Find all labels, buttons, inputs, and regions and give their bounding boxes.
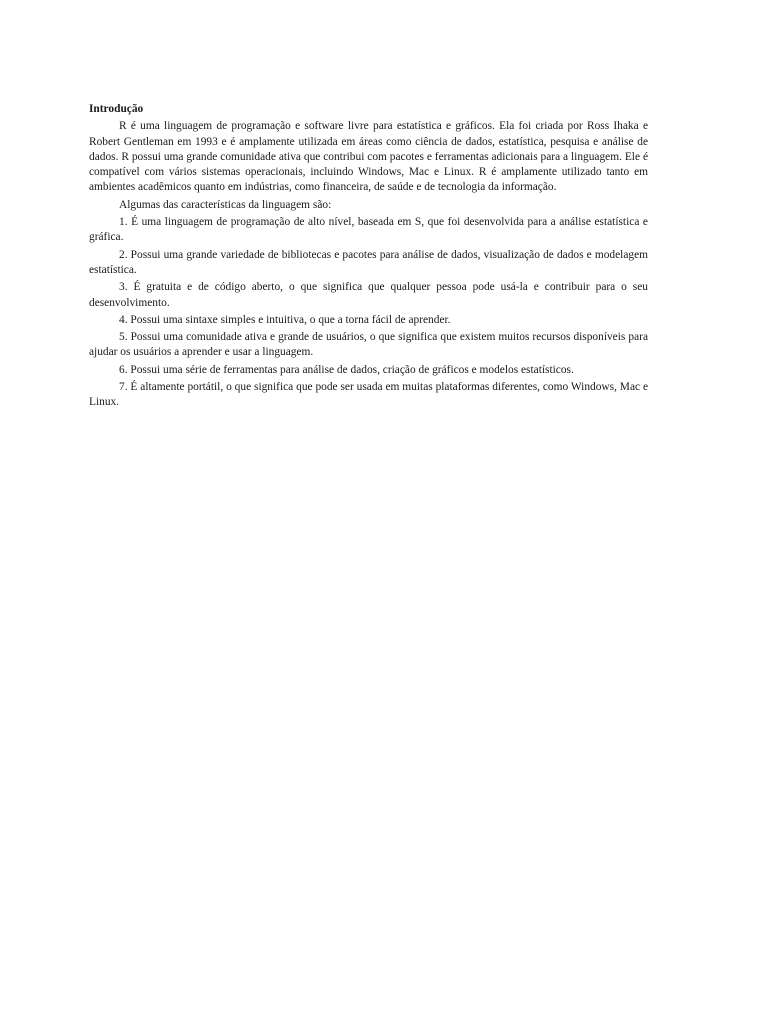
- feature-item-4: 4. Possui uma sintaxe simples e intuitiva, o que a torna fácil de aprender.: [119, 313, 451, 326]
- feature-item-5: 5. Possui uma comunidade ativa e grande de usuários, o que significa que existem muitos recursos disponíveis para ajudar os usuários a aprender e usar a linguagem.: [89, 331, 648, 359]
- feature-item-6: 6. Possui uma série de ferramentas para análise de dados, criação de gráficos e modelos estatísticos.: [119, 363, 574, 376]
- section-heading: Introdução: [89, 103, 144, 115]
- feature-item-3: 3. É gratuita e de código aberto, o que significa que qualquer pessoa pode usá-la e contribuir para o seu desenvolvimento.: [89, 281, 648, 309]
- document-page: [89, 102, 648, 413]
- feature-item-2: 2. Possui uma grande variedade de bibliotecas e pacotes para análise de dados, visualização de dados e modelagem estatística.: [89, 248, 648, 276]
- intro-paragraph: R é uma linguagem de programação e software livre para estatística e gráficos. Ela foi criada por Ross Ihaka e Robert Gentleman em 1993 e é amplamente utilizada em áreas como ciência de dados, estatística, pesquisa e análise de dados. R possui uma grande comunidade ativa que contribui com pacotes e ferramentas adicionais para a linguagem. Ele é compatível com vários sistemas operacionais, incluindo Windows, Mac e Linux. R é amplamente utilizado tanto em ambientes acadêmicos quanto em indústrias, como financeira, de saúde e de tecnologia da informação.: [89, 120, 648, 194]
- feature-item-7: 7. É altamente portátil, o que significa que pode ser usada em muitas plataformas diferentes, como Windows, Mac e Linux.: [89, 381, 648, 409]
- list-intro-paragraph: Algumas das características da linguagem são:: [119, 198, 332, 211]
- feature-item-1: 1. É uma linguagem de programação de alto nível, baseada em S, que foi desenvolvida para a análise estatística e gráfica.: [89, 216, 648, 244]
